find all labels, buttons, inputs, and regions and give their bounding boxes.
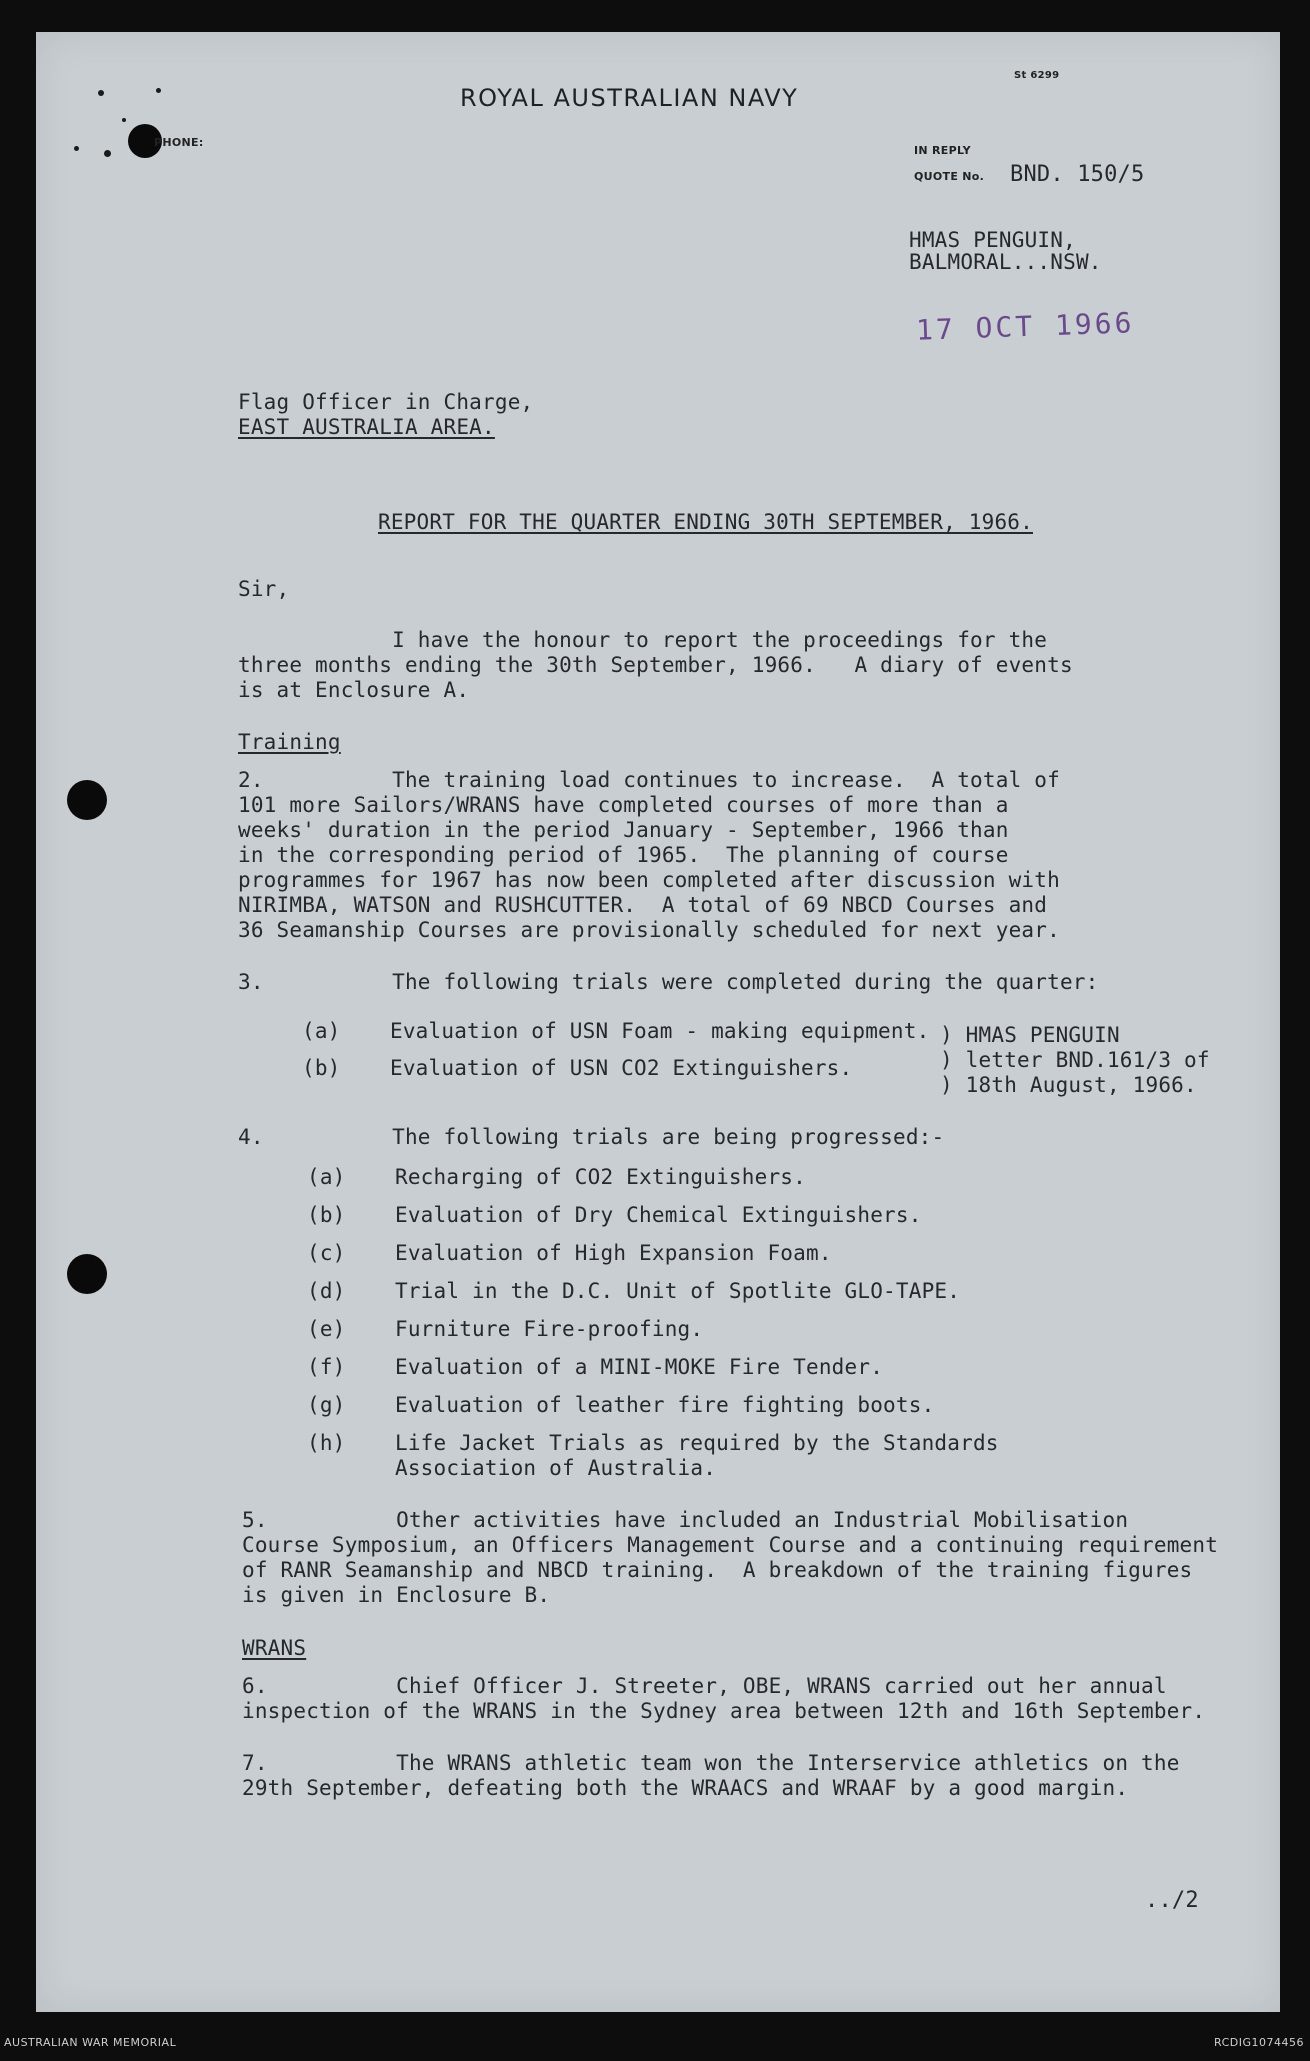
trial-label: (a) xyxy=(307,1165,346,1189)
date-stamp: 17 OCT 1966 xyxy=(915,306,1135,347)
ink-speck xyxy=(98,90,104,96)
trial-label: (b) xyxy=(302,1056,341,1080)
trial-label: (d) xyxy=(307,1279,346,1303)
trial-reference-note: ) letter BND.161/3 of xyxy=(940,1048,1210,1072)
recipient-line-2: EAST AUSTRALIA AREA. xyxy=(238,415,495,439)
trial-label: (g) xyxy=(307,1393,346,1417)
trial-text: Evaluation of leather fire fighting boots. xyxy=(395,1393,935,1417)
document-page xyxy=(36,32,1280,2012)
salutation: Sir, xyxy=(238,577,290,601)
wrans-heading: WRANS xyxy=(242,1636,307,1660)
ink-speck xyxy=(122,118,126,122)
intro-line-2: three months ending the 30th September, 1966. A diary of events xyxy=(238,653,1073,677)
reply-label: IN REPLY xyxy=(914,144,971,157)
para4-intro: 4. The following trials are being progressed:- xyxy=(238,1125,945,1149)
trial-text-continuation: Association of Australia. xyxy=(395,1456,717,1480)
page-continuation: ../2 xyxy=(1145,1888,1199,1913)
ink-speck xyxy=(156,88,161,93)
trial-label: (c) xyxy=(307,1241,346,1265)
footer-record-id: RCDIG1074456 xyxy=(1213,2036,1304,2049)
trial-text: Evaluation of USN Foam - making equipment. xyxy=(390,1019,930,1043)
trial-label: (a) xyxy=(302,1019,341,1043)
para2-line: in the corresponding period of 1965. The planning of course xyxy=(238,843,1009,867)
training-heading: Training xyxy=(238,730,341,754)
punch-hole-lower xyxy=(67,1254,107,1294)
para6-line: inspection of the WRANS in the Sydney area between 12th and 16th September. xyxy=(242,1699,1206,1723)
report-subject: REPORT FOR THE QUARTER ENDING 30TH SEPTEMBER, 1966. xyxy=(378,510,1033,534)
para3-intro: 3. The following trials were completed during the quarter: xyxy=(238,970,1099,994)
punch-hole-middle xyxy=(67,780,107,820)
address-line-2: BALMORAL...NSW. xyxy=(909,250,1102,274)
ink-speck xyxy=(104,150,111,157)
trial-label: (e) xyxy=(307,1317,346,1341)
intro-line-1: I have the honour to report the proceedings for the xyxy=(238,628,1048,652)
para7-line: 7. The WRANS athletic team won the Interservice athletics on the xyxy=(242,1751,1180,1775)
para2-line: programmes for 1967 has now been completed after discussion with xyxy=(238,868,1060,892)
trial-reference-note: ) HMAS PENGUIN xyxy=(940,1023,1120,1047)
recipient-line-1: Flag Officer in Charge, xyxy=(238,390,534,414)
trial-label: (h) xyxy=(307,1431,346,1455)
letterhead-title: ROYAL AUSTRALIAN NAVY xyxy=(460,84,799,112)
trial-label: (f) xyxy=(307,1355,346,1379)
para7-line: 29th September, defeating both the WRAACS and WRAAF by a good margin. xyxy=(242,1776,1129,1800)
address-line-1: HMAS PENGUIN, xyxy=(909,228,1076,252)
para2-line: weeks' duration in the period January - September, 1966 than xyxy=(238,818,1009,842)
trial-text: Life Jacket Trials as required by the Standards xyxy=(395,1431,999,1455)
para2-line: NIRIMBA, WATSON and RUSHCUTTER. A total of 69 NBCD Courses and xyxy=(238,893,1048,917)
trial-text: Evaluation of USN CO2 Extinguishers. xyxy=(390,1056,853,1080)
phone-label: PHONE: xyxy=(154,136,204,149)
trial-text: Recharging of CO2 Extinguishers. xyxy=(395,1165,806,1189)
para5-line: is given in Enclosure B. xyxy=(242,1583,551,1607)
para2-line: 36 Seamanship Courses are provisionally scheduled for next year. xyxy=(238,918,1060,942)
para2-line: 2. The training load continues to increase. A total of xyxy=(238,768,1060,792)
intro-line-3: is at Enclosure A. xyxy=(238,678,470,702)
ink-speck xyxy=(74,146,79,151)
para5-line: 5. Other activities have included an Industrial Mobilisation xyxy=(242,1508,1129,1532)
para6-line: 6. Chief Officer J. Streeter, OBE, WRANS carried out her annual xyxy=(242,1674,1167,1698)
trial-reference-note: ) 18th August, 1966. xyxy=(940,1073,1197,1097)
trial-text: Furniture Fire-proofing. xyxy=(395,1317,704,1341)
quote-number: BND. 150/5 xyxy=(1010,162,1145,187)
reference-code: St 6299 xyxy=(1014,70,1060,81)
footer-archive-name: AUSTRALIAN WAR MEMORIAL xyxy=(4,2036,177,2049)
para2-line: 101 more Sailors/WRANS have completed courses of more than a xyxy=(238,793,1009,817)
trial-text: Evaluation of a MINI-MOKE Fire Tender. xyxy=(395,1355,884,1379)
trial-text: Evaluation of High Expansion Foam. xyxy=(395,1241,832,1265)
para5-line: Course Symposium, an Officers Management Course and a continuing requirement xyxy=(242,1533,1219,1557)
trial-text: Evaluation of Dry Chemical Extinguishers. xyxy=(395,1203,922,1227)
para5-line: of RANR Seamanship and NBCD training. A breakdown of the training figures xyxy=(242,1558,1193,1582)
quote-label: QUOTE No. xyxy=(914,170,985,183)
trial-label: (b) xyxy=(307,1203,346,1227)
trial-text: Trial in the D.C. Unit of Spotlite GLO-TAPE. xyxy=(395,1279,961,1303)
